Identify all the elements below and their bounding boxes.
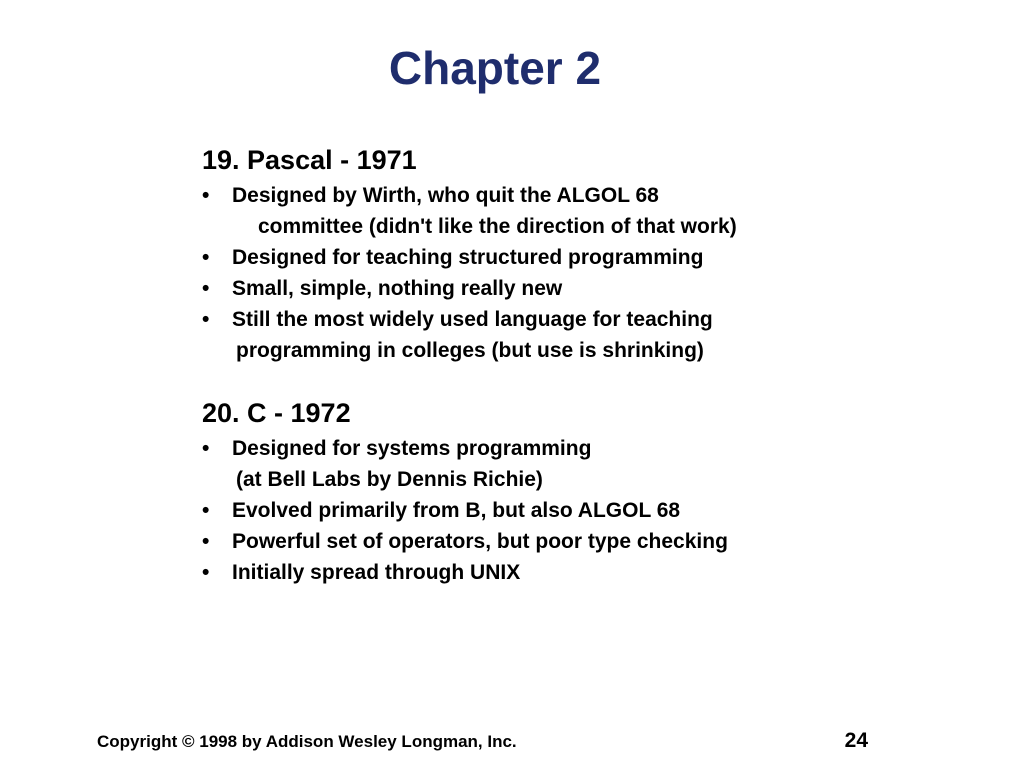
bullet-dot-icon: • (202, 499, 210, 522)
bullet-dot-icon: • (202, 184, 210, 207)
bullet-item (202, 242, 962, 273)
section-c (202, 395, 962, 588)
page-number: 24 (844, 729, 868, 752)
copyright-footer: Copyright © 1998 by Addison Wesley Longman, Inc. (97, 732, 517, 751)
bullet-item (202, 433, 962, 495)
bullet-dot-icon: • (202, 246, 210, 269)
bullet-text: Evolved primarily from B, but also ALGOL 68 (232, 499, 681, 522)
bullet-text-continuation: committee (didn't like the direction of that work) (258, 215, 737, 238)
section-heading: 19. Pascal - 1971 (202, 145, 417, 175)
bullet-text: Designed by Wirth, who quit the ALGOL 68 (232, 184, 659, 207)
slide-title: Chapter 2 (388, 42, 602, 94)
section-heading: 20. C - 1972 (202, 398, 351, 428)
bullet-item (202, 304, 962, 366)
bullet-text: Designed for systems programming (232, 437, 592, 460)
bullet-text: Initially spread through UNIX (232, 561, 521, 584)
bullet-item (202, 273, 962, 304)
bullet-text-continuation: programming in colleges (but use is shrinking) (236, 339, 704, 362)
bullet-dot-icon: • (202, 561, 210, 584)
bullet-item (202, 526, 962, 557)
bullet-item (202, 180, 962, 242)
bullet-text: Designed for teaching structured programming (232, 246, 704, 269)
bullet-item (202, 557, 962, 588)
bullet-dot-icon: • (202, 437, 210, 460)
bullet-text: Powerful set of operators, but poor type checking (232, 530, 728, 553)
section-pascal (202, 142, 962, 366)
slide-content (202, 142, 962, 588)
bullet-text: Small, simple, nothing really new (232, 277, 563, 300)
bullet-item (202, 495, 962, 526)
bullet-text-continuation: (at Bell Labs by Dennis Richie) (236, 468, 543, 491)
bullet-dot-icon: • (202, 308, 210, 331)
bullet-dot-icon: • (202, 277, 210, 300)
bullet-dot-icon: • (202, 530, 210, 553)
bullet-text: Still the most widely used language for teaching (232, 308, 713, 331)
